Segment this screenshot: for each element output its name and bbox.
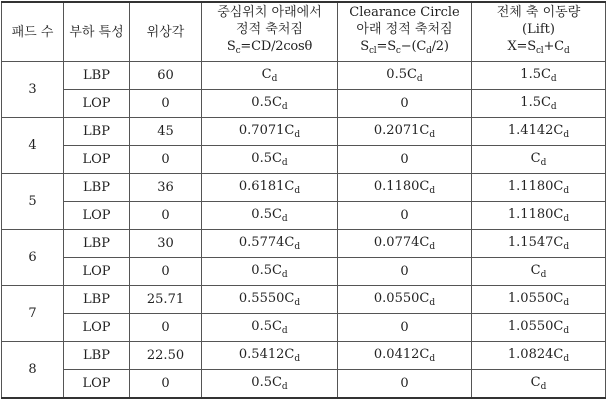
pad-count-cell: 5 <box>2 174 64 230</box>
clearance-deflection-cell: $0.0550C_d$ <box>338 286 472 314</box>
table-row <box>2 202 606 230</box>
load-type-cell: LBP <box>64 62 130 90</box>
header-total-lift <box>472 2 606 62</box>
clearance-deflection-cell: 0 <box>338 314 472 342</box>
bearing-pad-table <box>1 1 606 399</box>
phase-angle-cell: 0 <box>130 146 202 174</box>
total-lift-cell: $1.4142C_d$ <box>472 118 606 146</box>
phase-angle-cell: 25.71 <box>130 286 202 314</box>
center-deflection-cell: $0.6181C_d$ <box>202 174 338 202</box>
clearance-deflection-cell: 0 <box>338 146 472 174</box>
table-body <box>2 62 606 399</box>
header-center-deflection <box>202 2 338 62</box>
pad-count-cell: 3 <box>2 62 64 118</box>
load-type-cell: LBP <box>64 286 130 314</box>
header-total-formula: $X=S_{cl}+C_d$ <box>507 39 570 56</box>
total-lift-cell: $1.1180C_d$ <box>472 202 606 230</box>
total-lift-cell: $C_d$ <box>472 370 606 399</box>
header-clear-line1: Clearance Circle <box>349 5 460 20</box>
pad-count-cell: 8 <box>2 342 64 399</box>
total-lift-cell: $1.1180C_d$ <box>472 174 606 202</box>
center-deflection-cell: $0.7071C_d$ <box>202 118 338 146</box>
header-clearance-deflection <box>338 2 472 62</box>
clearance-deflection-cell: $0.5C_d$ <box>338 62 472 90</box>
load-type-cell: LOP <box>64 146 130 174</box>
table-row <box>2 62 606 90</box>
phase-angle-cell: 0 <box>130 202 202 230</box>
total-lift-cell: $1.0550C_d$ <box>472 286 606 314</box>
phase-angle-cell: 0 <box>130 370 202 399</box>
table-row <box>2 370 606 399</box>
table-row <box>2 118 606 146</box>
total-lift-cell: $1.0824C_d$ <box>472 342 606 370</box>
table-row <box>2 90 606 118</box>
pad-count-cell: 4 <box>2 118 64 174</box>
header-clear-formula: $S_{cl}=S_c-(C_d/2)$ <box>360 39 449 56</box>
load-type-cell: LOP <box>64 202 130 230</box>
phase-angle-cell: 0 <box>130 258 202 286</box>
header-center-line1: 중심위치 아래에서 <box>217 5 322 20</box>
phase-angle-cell: 30 <box>130 230 202 258</box>
table-row <box>2 230 606 258</box>
total-lift-cell: $C_d$ <box>472 258 606 286</box>
load-type-cell: LOP <box>64 258 130 286</box>
center-deflection-cell: $0.5412C_d$ <box>202 342 338 370</box>
center-deflection-cell: $C_d$ <box>202 62 338 90</box>
pad-count-cell: 6 <box>2 230 64 286</box>
phase-angle-cell: 22.50 <box>130 342 202 370</box>
table-row <box>2 174 606 202</box>
clearance-deflection-cell: $0.0774C_d$ <box>338 230 472 258</box>
center-deflection-cell: $0.5C_d$ <box>202 90 338 118</box>
load-type-cell: LBP <box>64 230 130 258</box>
table-row <box>2 258 606 286</box>
table-row <box>2 342 606 370</box>
header-phase: 위상각 <box>130 2 202 62</box>
table-row <box>2 314 606 342</box>
header-center-formula: $S_c=CD/2\cos\theta$ <box>226 39 313 56</box>
clearance-deflection-cell: $0.0412C_d$ <box>338 342 472 370</box>
header-center-line2: 정적 축처짐 <box>236 22 303 37</box>
center-deflection-cell: $0.5774C_d$ <box>202 230 338 258</box>
header-total-line2: (Lift) <box>522 22 555 37</box>
phase-angle-cell: 0 <box>130 314 202 342</box>
center-deflection-cell: $0.5C_d$ <box>202 314 338 342</box>
load-type-cell: LBP <box>64 174 130 202</box>
table-row <box>2 146 606 174</box>
total-lift-cell: $1.5C_d$ <box>472 90 606 118</box>
header-load: 부하 특성 <box>64 2 130 62</box>
load-type-cell: LOP <box>64 90 130 118</box>
clearance-deflection-cell: $0.2071C_d$ <box>338 118 472 146</box>
load-type-cell: LBP <box>64 118 130 146</box>
header-clear-line2: 아래 정적 축처짐 <box>356 22 453 37</box>
load-type-cell: LOP <box>64 314 130 342</box>
center-deflection-cell: $0.5C_d$ <box>202 202 338 230</box>
phase-angle-cell: 0 <box>130 90 202 118</box>
header-row <box>2 2 606 62</box>
center-deflection-cell: $0.5C_d$ <box>202 370 338 399</box>
clearance-deflection-cell: 0 <box>338 90 472 118</box>
clearance-deflection-cell: $0.1180C_d$ <box>338 174 472 202</box>
phase-angle-cell: 45 <box>130 118 202 146</box>
phase-angle-cell: 60 <box>130 62 202 90</box>
phase-angle-cell: 36 <box>130 174 202 202</box>
table-row <box>2 286 606 314</box>
center-deflection-cell: $0.5550C_d$ <box>202 286 338 314</box>
header-total-line1: 전체 축 이동량 <box>496 5 581 20</box>
total-lift-cell: $1.1547C_d$ <box>472 230 606 258</box>
clearance-deflection-cell: 0 <box>338 258 472 286</box>
clearance-deflection-cell: 0 <box>338 202 472 230</box>
load-type-cell: LBP <box>64 342 130 370</box>
total-lift-cell: $1.0550C_d$ <box>472 314 606 342</box>
center-deflection-cell: $0.5C_d$ <box>202 146 338 174</box>
pad-count-cell: 7 <box>2 286 64 342</box>
total-lift-cell: $C_d$ <box>472 146 606 174</box>
clearance-deflection-cell: 0 <box>338 370 472 399</box>
header-pads: 패드 수 <box>2 2 64 62</box>
load-type-cell: LOP <box>64 370 130 399</box>
total-lift-cell: $1.5C_d$ <box>472 62 606 90</box>
center-deflection-cell: $0.5C_d$ <box>202 258 338 286</box>
